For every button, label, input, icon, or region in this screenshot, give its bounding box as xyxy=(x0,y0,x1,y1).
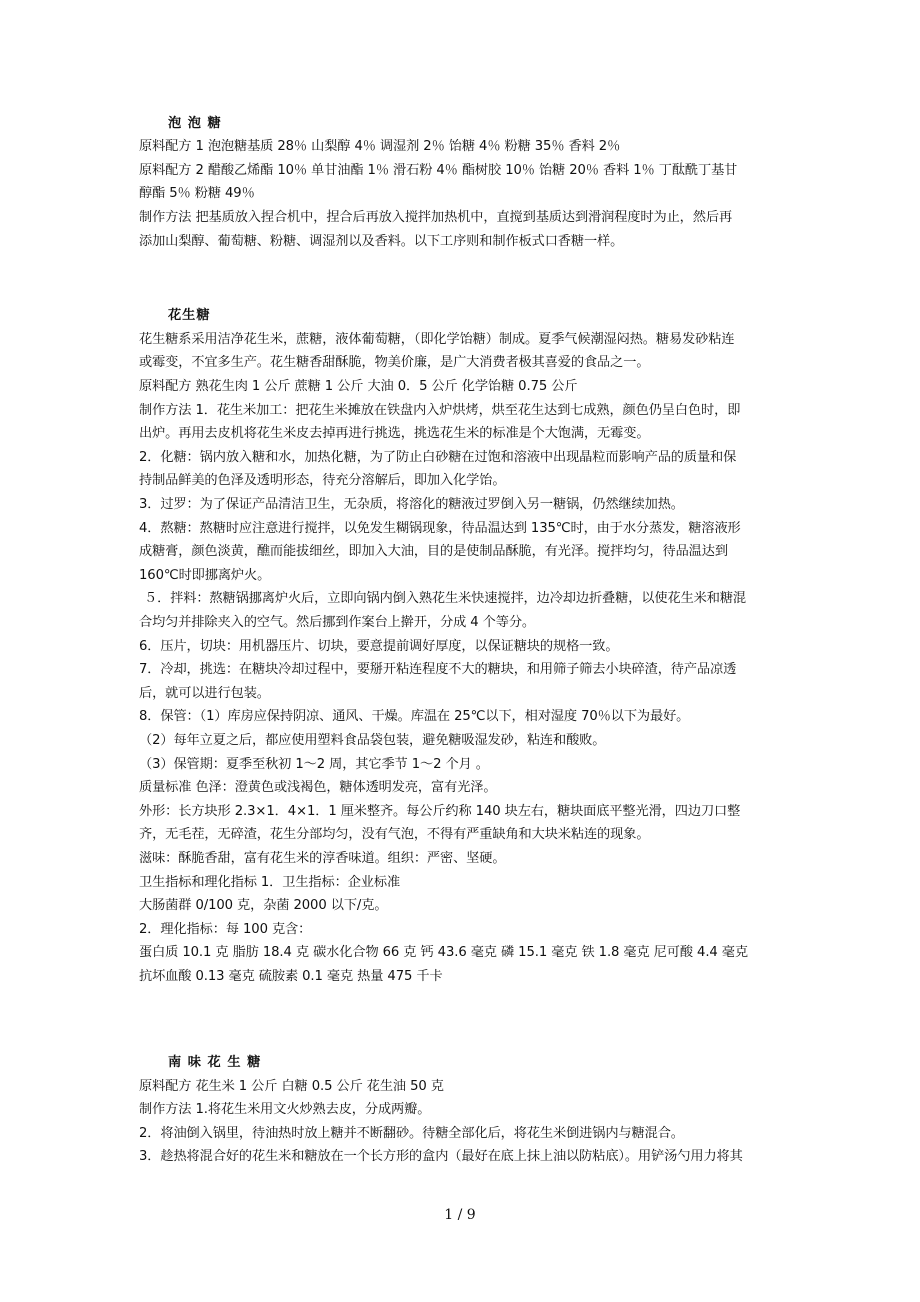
paragraph-line: 8．保管：（1）库房应保持阴凉、通风、干燥。库温在 25℃以下，相对湿度 70％以下为最好。 xyxy=(139,709,690,724)
paragraph-line: 制作方法 1.将花生米用文火炒熟去皮，分成两瓣。 xyxy=(139,1102,431,1117)
page-number: 1 / 9 xyxy=(444,1207,476,1223)
paragraph-line: 滋味：酥脆香甜，富有花生米的淳香味道。组织：严密、坚硬。 xyxy=(139,851,506,866)
paragraph-line: 2．理化指标：每 100 克含： xyxy=(139,922,312,937)
paragraph-line: 卫生指标和理化指标 1．卫生指标：企业标准 xyxy=(139,875,401,890)
paragraph-line: 2．将油倒入锅里，待油热时放上糖并不断翻砂。待糖全部化后，将花生米倒进锅内与糖混合。 xyxy=(139,1126,684,1141)
section-title-bubble-gum: 泡 泡 糖 xyxy=(168,116,222,131)
paragraph-line: 3．趁热将混合好的花生米和糖放在一个长方形的盒内（最好在底上抹上油以防粘底）。用铲汤勺用力将其 xyxy=(139,1149,743,1164)
paragraph-line: 添加山梨醇、葡萄糖、粉糖、调湿剂以及香料。以下工序则和制作板式口香糖一样。 xyxy=(139,234,624,249)
paragraph-line: （3）保管期：夏季至秋初 1～2 周，其它季节 1～2 个月 。 xyxy=(139,757,489,772)
paragraph-line: 制作方法 1．花生米加工：把花生米摊放在铁盘内入炉烘烤，烘至花生达到七成熟，颜色仍呈白色时，即 xyxy=(139,403,741,418)
paragraph-line: 原料配方 花生米 1 公斤 白糖 0.5 公斤 花生油 50 克 xyxy=(139,1079,444,1094)
paragraph-line: 醇酯 5％ 粉糖 49％ xyxy=(139,186,255,201)
paragraph-line: 齐，无毛茬，无碎渣，花生分部均匀，没有气泡，不得有严重缺角和大块米粘连的现象。 xyxy=(139,827,650,842)
paragraph-line: 2．化糖：锅内放入糖和水，加热化糖，为了防止白砂糖在过饱和溶液中出现晶粒而影响产品的质量和保 xyxy=(139,450,737,465)
paragraph-line: 外形：长方块形 2.3×1．4×1．1 厘米整齐。每公斤约称 140 块左右，糖块面底平整光滑，四边刀口整 xyxy=(139,804,741,819)
paragraph-line: 3．过罗：为了保证产品清洁卫生，无杂质，将溶化的糖液过罗倒入另一糖锅，仍然继续加热。 xyxy=(139,497,684,512)
paragraph-line: 制作方法 把基质放入捏合机中，捏合后再放入搅拌加热机中，直搅到基质达到滑润程度时为止，然后再 xyxy=(139,210,733,225)
paragraph-line: ５．拌料：熬糖锅挪离炉火后，立即向锅内倒入熟花生米快速搅拌，边冷却边折叠糖，以使花生米和糖混 xyxy=(144,591,747,606)
section-title-southern-peanut-candy: 南 味 花 生 糖 xyxy=(168,1055,262,1070)
paragraph-line: 原料配方 1 泡泡糖基质 28％ 山梨醇 4％ 调湿剂 2％ 饴糖 4％ 粉糖 35％ 香料 2％ xyxy=(139,139,621,154)
paragraph-line: 后，就可以进行包装。 xyxy=(139,686,270,701)
paragraph-line: 质量标准 色泽：澄黄色或浅褐色，糖体透明发亮，富有光泽。 xyxy=(139,780,497,795)
paragraph-line: 持制品鲜美的色泽及透明形态，待充分溶解后，即加入化学饴。 xyxy=(139,473,506,488)
paragraph-line: 4．熬糖：熬糖时应注意进行搅拌，以免发生糊锅现象，待品温达到 135℃时，由于水分蒸发，糖溶液形 xyxy=(139,521,741,536)
paragraph-line: 原料配方 2 醋酸乙烯酯 10％ 单甘油酯 1％ 滑石粉 4％ 酯树胶 10％ 饴糖 20％ 香料 1％ 丁酞酰丁基甘 xyxy=(139,163,738,178)
paragraph-line: 出炉。再用去皮机将花生米皮去掉再进行挑选，挑选花生米的标准是个大饱满，无霉变。 xyxy=(139,426,650,441)
paragraph-line: （2）每年立夏之后，都应使用塑料食品袋包装，避免糖吸湿发砂，粘连和酸败。 xyxy=(139,733,606,748)
paragraph-line: 成糖膏，颜色淡黄，醮而能拔细丝，即加入大油，目的是使制品酥脆，有光泽。搅拌均匀，待品温达到 xyxy=(139,544,728,559)
paragraph-line: 6．压片，切块：用机器压片、切块，要意提前调好厚度，以保证糖块的规格一致。 xyxy=(139,639,619,654)
paragraph-line: 蛋白质 10.1 克 脂肪 18.4 克 碳水化合物 66 克 钙 43.6 毫克 磷 15.1 毫克 铁 1.8 毫克 尼可酸 4.4 毫克 xyxy=(139,945,748,960)
paragraph-line: 花生糖系采用洁净花生米，蔗糖，液体葡萄糖，（即化学饴糖）制成。夏季气候潮湿闷热。糖易发砂粘连 xyxy=(139,332,735,347)
paragraph-line: 大肠菌群 0/100 克，杂菌 2000 以下/克。 xyxy=(139,898,388,913)
paragraph-line: 或霉变，不宜多生产。花生糖香甜酥脆，物美价廉，是广大消费者极其喜爱的食品之一。 xyxy=(139,355,650,370)
paragraph-line: 160℃时即挪离炉火。 xyxy=(139,568,271,583)
paragraph-line: 原料配方 熟花生肉 1 公斤 蔗糖 1 公斤 大油 0．5 公斤 化学饴糖 0.75 公斤 xyxy=(139,379,578,394)
paragraph-line: 7．冷却，挑选：在糖块冷却过程中，要掰开粘连程度不大的糖块，和用筛子筛去小块碎渣，待产品凉透 xyxy=(139,662,737,677)
section-title-peanut-candy: 花生糖 xyxy=(168,308,211,323)
paragraph-line: 抗坏血酸 0.13 毫克 硫胺素 0.1 毫克 热量 475 千卡 xyxy=(139,969,443,984)
paragraph-line: 合均匀并排除夹入的空气。然后挪到作案台上擀开，分成 4 个等分。 xyxy=(139,615,536,630)
